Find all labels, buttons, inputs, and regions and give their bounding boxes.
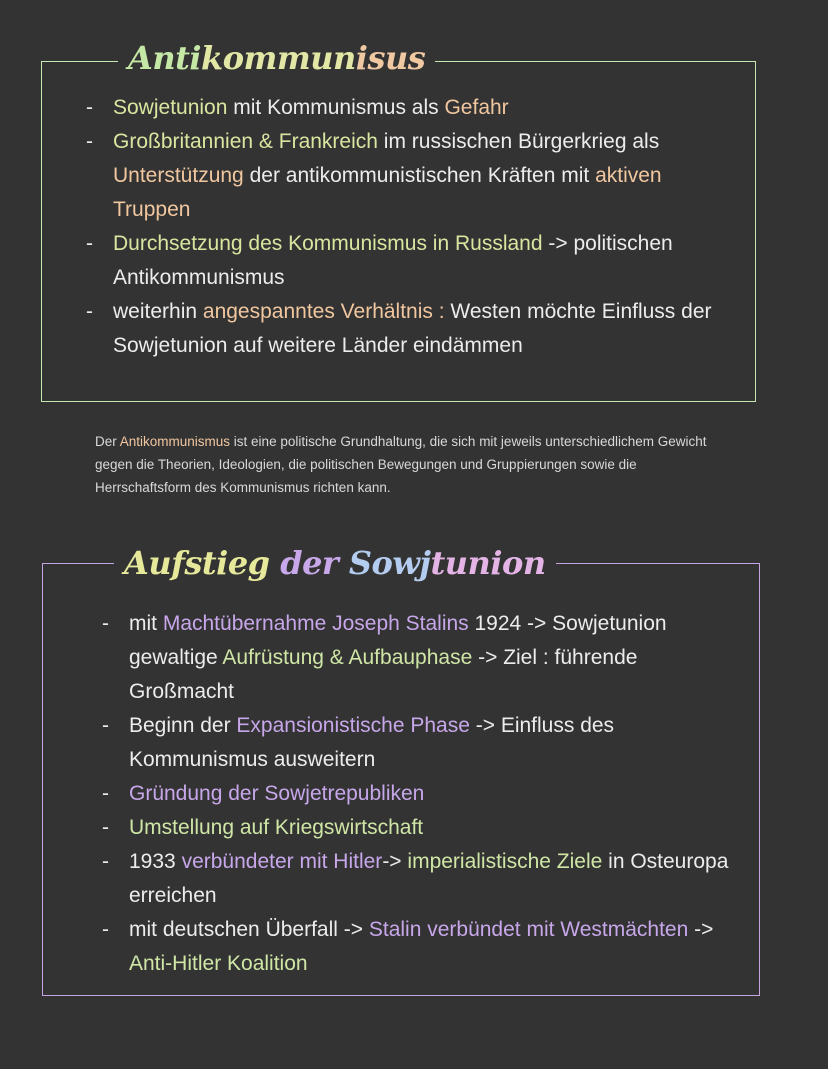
- bullet-item: [86, 295, 716, 363]
- text-segment: Durchsetzung des Kommunismus in Russland: [113, 232, 543, 255]
- text-segment: -> Ziel : führende Großmacht: [129, 646, 638, 703]
- text-segment: ist eine politische Grundhaltung, die sich mit jeweils unterschiedlichem Gewicht gegen die Theorien, Ideologien, die politischen Bewegungen und Gruppierungen sowie die Herrschaftsform des Kommunismus richten kann.: [95, 434, 707, 495]
- text-segment: imperialistische Ziele: [407, 850, 603, 873]
- bullet-dash: -: [102, 918, 109, 941]
- text-segment: aktiven Truppen: [113, 164, 662, 221]
- bullet-item: [102, 811, 742, 845]
- text-segment: verbündeter mit Hitler: [181, 850, 383, 873]
- text-segment: Aufrüstung & Aufbauphase: [222, 646, 473, 669]
- text-segment: der antikommunistischen Kräften mit: [243, 164, 596, 187]
- text-segment: Der: [95, 434, 120, 449]
- text-segment: ->: [688, 918, 714, 941]
- section2-bullets: [102, 607, 742, 981]
- bullet-item: [102, 709, 742, 777]
- text-segment: mit Kommunismus als: [227, 96, 445, 119]
- text-segment: Gefahr: [444, 96, 509, 119]
- section1-bullets: [86, 91, 716, 363]
- title-part: kommun: [201, 39, 356, 77]
- definition-text: [95, 430, 715, 499]
- bullet-dash: -: [102, 612, 109, 635]
- title-part: der: [280, 544, 349, 582]
- text-segment: Sowjetunion: [113, 96, 228, 119]
- bullet-dash: -: [102, 816, 109, 839]
- text-segment: angespanntes Verhältnis: [202, 300, 433, 323]
- text-segment: :: [432, 300, 451, 323]
- text-segment: Umstellung auf Kriegswirtschaft: [129, 816, 424, 839]
- bullet-item: [102, 607, 742, 709]
- text-segment: Gründung der Sowjetrepubliken: [129, 782, 425, 805]
- bullet-dash: -: [102, 782, 109, 805]
- bullet-item: [86, 91, 716, 125]
- text-segment: 1924 -> Sowjetunion gewaltige: [129, 612, 667, 669]
- text-segment: Stalin verbündet mit Westmächten: [368, 918, 689, 941]
- bullet-item: [86, 227, 716, 295]
- text-segment: Anti-Hitler Koalition: [129, 952, 308, 975]
- text-segment: in Osteuropa erreichen: [129, 850, 729, 907]
- text-segment: im russischen Bürgerkrieg als: [377, 130, 660, 153]
- text-segment: weiterhin: [113, 300, 203, 323]
- bullet-dash: -: [86, 130, 93, 153]
- bullet-dash: -: [102, 850, 109, 873]
- bullet-item: [102, 845, 742, 913]
- title-part: isus: [355, 39, 426, 77]
- text-segment: ->: [382, 850, 408, 873]
- bullet-dash: -: [102, 714, 109, 737]
- title-part: tunion: [430, 544, 546, 582]
- text-segment: Westen möchte Einfluss der Sowjetunion auf weitere Länder eindämmen: [113, 300, 712, 357]
- text-segment: Großbritannien & Frankreich: [113, 130, 378, 153]
- text-segment: -> Einfluss des Kommunismus ausweitern: [129, 714, 615, 771]
- title-part: Sowj: [348, 544, 431, 582]
- text-segment: mit: [129, 612, 163, 635]
- section2-title: [114, 543, 556, 583]
- title-part: Anti: [128, 39, 202, 77]
- text-segment: -> politischen Antikommunismus: [113, 232, 673, 289]
- bullet-dash: -: [86, 96, 93, 119]
- text-segment: mit deutschen Überfall ->: [129, 918, 369, 941]
- bullet-item: [86, 125, 716, 227]
- section1-title: [118, 38, 435, 78]
- title-part: Aufstieg: [124, 544, 281, 582]
- bullet-dash: -: [86, 300, 93, 323]
- bullet-item: [102, 913, 742, 981]
- text-segment: Expansionistische Phase: [236, 714, 470, 737]
- bullet-dash: -: [86, 232, 93, 255]
- text-segment: Antikommunismus: [119, 434, 231, 449]
- text-segment: 1933: [129, 850, 182, 873]
- text-segment: Beginn der: [129, 714, 237, 737]
- text-segment: Unterstützung: [113, 164, 244, 187]
- bullet-item: [102, 777, 742, 811]
- text-segment: Machtübernahme Joseph Stalins: [162, 612, 469, 635]
